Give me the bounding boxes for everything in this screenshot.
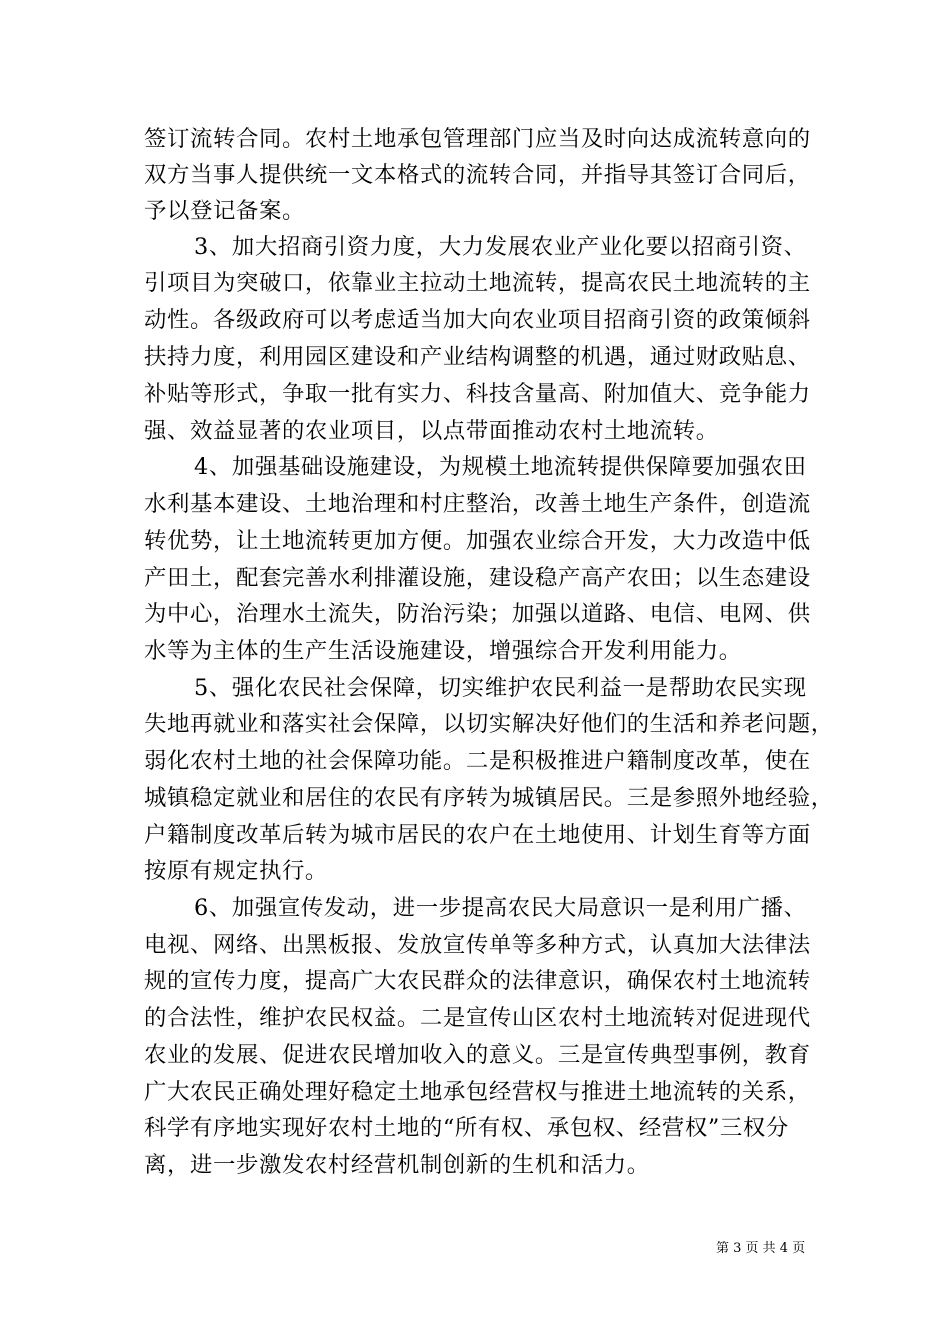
text-line: 扶持力度，利用园区建设和产业结构调整的机遇，通过财政贴息、 bbox=[144, 344, 811, 370]
text-line: 签订流转合同。农村土地承包管理部门应当及时向达成流转意向的 bbox=[144, 126, 811, 152]
text-line: 按原有规定执行。 bbox=[144, 858, 328, 884]
text-line: 城镇稳定就业和居住的农民有序转为城镇居民。三是参照外地经验， bbox=[144, 785, 834, 811]
text-line: 为中心，治理水土流失，防治污染；加强以道路、电信、电网、供 bbox=[144, 601, 811, 627]
text-line: 引项目为突破口，依靠业主拉动土地流转，提高农民土地流转的主 bbox=[144, 270, 811, 296]
text-line: 双方当事人提供统一文本格式的流转合同，并指导其签订合同后， bbox=[144, 162, 811, 188]
text-line: 产田土，配套完善水利排灌设施，建设稳产高产农田；以生态建设 bbox=[144, 565, 811, 591]
text-line: 予以登记备案。 bbox=[144, 198, 305, 224]
text-line: 农业的发展、促进农民增加收入的意义。三是宣传典型事例，教育 bbox=[144, 1042, 811, 1068]
page-number: 第 3 页 共 4 页 bbox=[716, 1241, 806, 1256]
text-line: 离，进一步激发农村经营机制创新的生机和活力。 bbox=[144, 1152, 650, 1178]
text-line: 4、加强基础设施建设，为规模土地流转提供保障要加强农田 bbox=[194, 454, 807, 480]
text-line: 弱化农村土地的社会保障功能。二是积极推进户籍制度改革，使在 bbox=[144, 748, 811, 774]
text-line: 转优势，让土地流转更加方便。加强农业综合开发，大力改造中低 bbox=[144, 528, 811, 554]
text-line: 动性。各级政府可以考虑适当加大向农业项目招商引资的政策倾斜 bbox=[144, 307, 811, 333]
text-line: 5、强化农民社会保障，切实维护农民利益一是帮助农民实现 bbox=[194, 675, 807, 701]
text-line: 的合法性，维护农民权益。二是宣传山区农村土地流转对促进现代 bbox=[144, 1005, 811, 1031]
text-line: 科学有序地实现好农村土地的“所有权、承包权、经营权”三权分 bbox=[144, 1115, 789, 1141]
text-line: 3、加大招商引资力度，大力发展农业产业化要以招商引资、 bbox=[194, 234, 807, 260]
text-line: 水等为主体的生产生活设施建设，增强综合开发利用能力。 bbox=[144, 638, 742, 664]
text-line: 水利基本建设、土地治理和村庄整治，改善土地生产条件，创造流 bbox=[144, 491, 811, 517]
text-line: 补贴等形式，争取一批有实力、科技含量高、附加值大、竞争能力 bbox=[144, 381, 811, 407]
text-line: 规的宣传力度，提高广大农民群众的法律意识，确保农村土地流转 bbox=[144, 968, 811, 994]
text-line: 户籍制度改革后转为城市居民的农户在土地使用、计划生育等方面 bbox=[144, 822, 811, 848]
text-line: 失地再就业和落实社会保障，以切实解决好他们的生活和养老问题， bbox=[144, 711, 834, 737]
text-line: 广大农民正确处理好稳定土地承包经营权与推进土地流转的关系， bbox=[144, 1079, 811, 1105]
text-line: 6、加强宣传发动，进一步提高农民大局意识一是利用广播、 bbox=[194, 895, 807, 921]
text-line: 强、效益显著的农业项目，以点带面推动农村土地流转。 bbox=[144, 418, 719, 444]
text-line: 电视、网络、出黑板报、发放宣传单等多种方式，认真加大法律法 bbox=[144, 932, 811, 958]
